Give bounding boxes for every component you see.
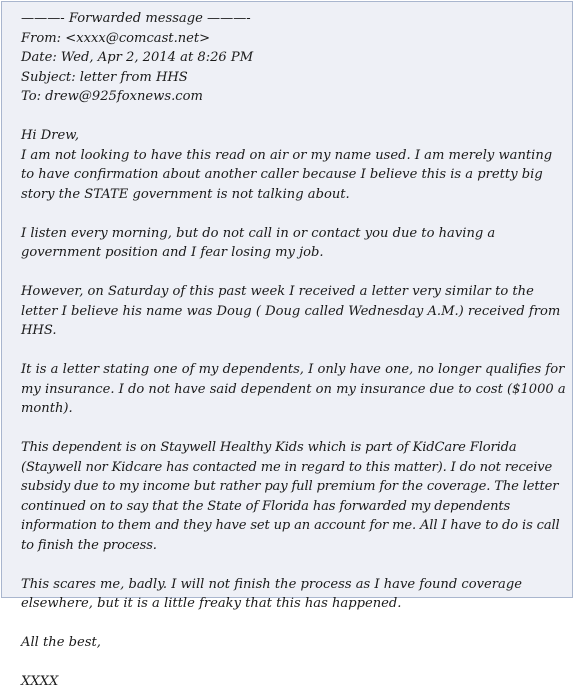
forwarded-headers <box>21 9 567 107</box>
paragraph-2: I listen every morning, but do not call in or contact you due to having a government position and I fear losing my job. <box>21 225 500 260</box>
paragraph-6: This scares me, badly. I will not finish the process as I have found coverage elsewhere, but it is a little freaky that this has happened. <box>21 576 527 611</box>
forwarded-message-line: ———- Forwarded message ———- <box>21 11 251 26</box>
paragraph-5: This dependent is on Staywell Healthy Kids which is part of KidCare Florida (Staywell nor Kidcare has contacted me in regard to this matter). I do not receive subsidy due to my income but rather pay full premium for the coverage. The letter continued on to say that the State of Florida has forwarded my dependents information to them and they have set up an account for me. All I have to do is call to finish the process. <box>21 440 564 553</box>
subject-line: Subject: letter from HHS <box>21 69 188 85</box>
to-line: To: drew@925foxnews.com <box>21 89 203 104</box>
paragraph-1: I am not looking to have this read on air or my name used. I am merely wanting to have confirmation about another caller because I believe this is a pretty big story the STATE government is not talking about. <box>21 147 557 202</box>
email-frame <box>1 1 573 689</box>
paragraph-4: It is a letter stating one of my dependents, I only have one, no longer qualifies for my insurance. I do not have said dependent on my insurance due to cost ($1000 a month). <box>21 362 570 416</box>
from-line: From: <xxxx@comcast.net> <box>21 30 211 46</box>
date-line: Date: Wed, Apr 2, 2014 at 8:26 PM <box>21 50 254 65</box>
signature: XXXX <box>21 674 59 689</box>
signoff: All the best, <box>21 635 101 650</box>
greeting: Hi Drew, <box>21 128 80 143</box>
email-content <box>21 9 570 692</box>
paragraph-3: However, on Saturday of this past week I received a letter very similar to the letter I believe his name was Doug ( Doug called Wednesday A.M.) received from HHS. <box>21 284 565 338</box>
